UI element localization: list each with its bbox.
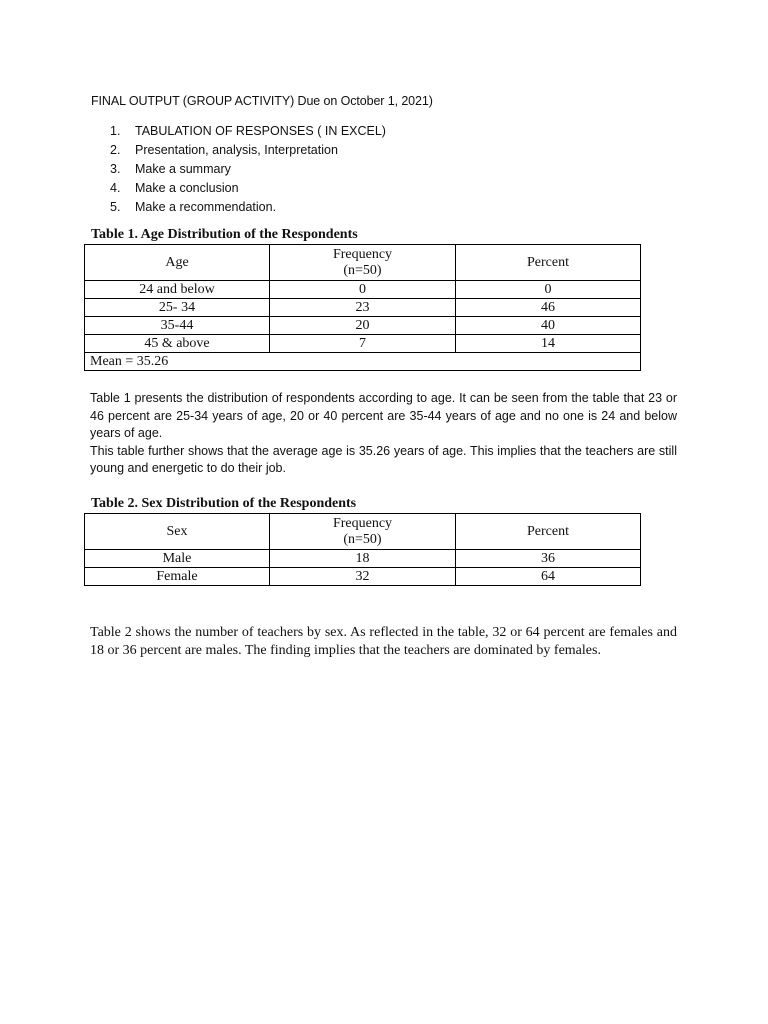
age-distribution-table [84,244,641,371]
age-group-cell: 35-44 [85,317,270,335]
task-number: 2. [110,143,121,157]
table-row [85,335,641,353]
task-number: 3. [110,162,121,176]
interpretation-text: Table 1 presents the distribution of respondents according to age. It can be seen from the table that 23 or 46 percent are 25-34 years of age, 20 or 40 percent are 35-44 years of age and no one is 24 and below years of age. [90,391,677,440]
table-row [85,317,641,335]
column-header-percent: Percent [456,245,641,281]
task-list [110,122,386,217]
table-row [85,568,641,586]
task-item [110,122,386,141]
frequency-cell: 0 [270,281,456,299]
task-number: 4. [110,181,121,195]
column-header-frequency [270,245,456,281]
column-header-sex: Sex [85,514,270,550]
task-text: Make a conclusion [135,181,239,195]
column-header-percent: Percent [456,514,641,550]
frequency-cell: 32 [270,568,456,586]
percent-cell: 40 [456,317,641,335]
column-header-frequency [270,514,456,550]
table-row [85,281,641,299]
sample-size-label: (n=50) [343,262,382,278]
frequency-label: Frequency [332,246,393,262]
sex-cell: Male [85,550,270,568]
task-text: Make a recommendation. [135,200,277,214]
table1-caption: Table 1. Age Distribution of the Respondents [91,227,358,242]
task-item [110,141,386,160]
table-row [85,550,641,568]
table-header-row [85,245,641,281]
table1-interpretation [90,390,677,478]
task-item [110,179,386,198]
table-row [85,299,641,317]
percent-cell: 0 [456,281,641,299]
column-header-age: Age [85,245,270,281]
age-group-cell: 24 and below [85,281,270,299]
task-item [110,198,386,217]
sex-distribution-table [84,513,641,586]
assignment-heading: FINAL OUTPUT (GROUP ACTIVITY) Due on October 1, 2021) [91,94,433,108]
frequency-cell: 23 [270,299,456,317]
frequency-cell: 18 [270,550,456,568]
interpretation-text: This table further shows that the average age is 35.26 years of age. This implies that the teachers are still young and energetic to do their job. [90,443,677,475]
percent-cell: 36 [456,550,641,568]
percent-cell: 46 [456,299,641,317]
task-text: Make a summary [135,162,231,176]
age-group-cell: 25- 34 [85,299,270,317]
frequency-cell: 20 [270,317,456,335]
age-group-cell: 45 & above [85,335,270,353]
task-text: TABULATION OF RESPONSES ( IN EXCEL) [135,124,386,138]
mean-age-cell: Mean = 35.26 [85,353,641,371]
percent-cell: 14 [456,335,641,353]
table-header-row [85,514,641,550]
sample-size-label: (n=50) [343,531,382,547]
task-number: 1. [110,124,121,138]
task-text: Presentation, analysis, Interpretation [135,143,338,157]
table-footer-row [85,353,641,371]
task-item [110,160,386,179]
table2-interpretation: Table 2 shows the number of teachers by sex. As reflected in the table, 32 or 64 percent are females and 18 or 36 percent are males. The finding implies that the teachers are dominated by females. [90,625,677,658]
frequency-cell: 7 [270,335,456,353]
percent-cell: 64 [456,568,641,586]
task-number: 5. [110,200,121,214]
table2-caption: Table 2. Sex Distribution of the Respondents [91,496,357,511]
frequency-label: Frequency [332,515,393,531]
sex-cell: Female [85,568,270,586]
